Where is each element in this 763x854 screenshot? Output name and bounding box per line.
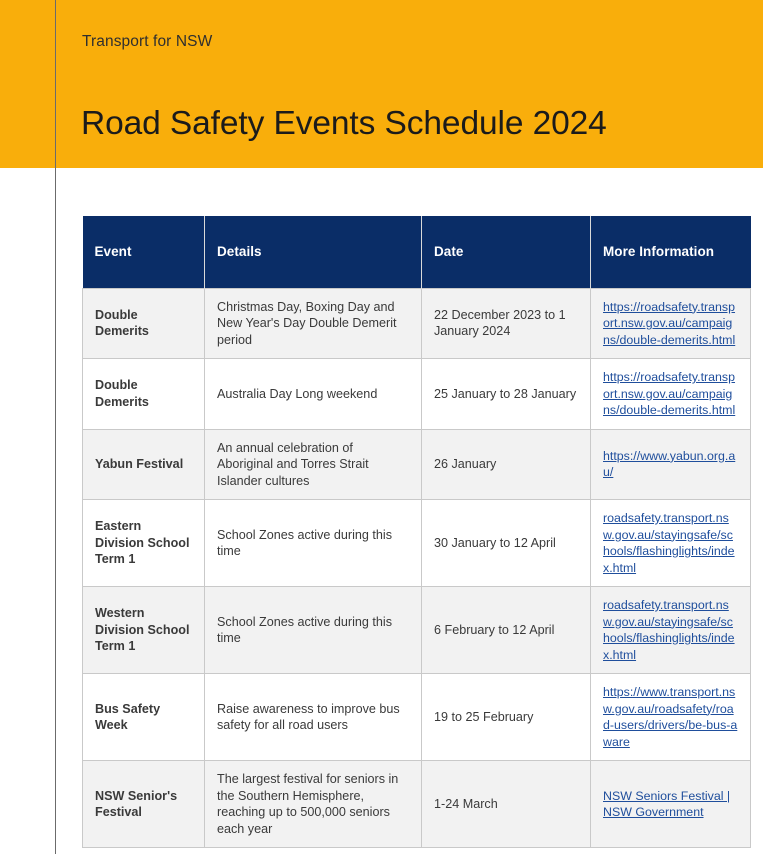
cell-date: 26 January — [422, 429, 591, 500]
cell-date: 19 to 25 February — [422, 674, 591, 761]
more-info-link[interactable]: https://www.yabun.org.au/ — [603, 448, 736, 480]
page-title: Road Safety Events Schedule 2024 — [81, 105, 607, 143]
vertical-accent-rule — [55, 0, 56, 854]
table-body — [83, 288, 751, 848]
cell-info — [591, 288, 751, 359]
cell-details: School Zones active during this time — [205, 587, 422, 674]
table-row — [83, 429, 751, 500]
column-header-date[interactable]: Date — [422, 216, 591, 288]
more-info-link[interactable]: https://www.transport.nsw.gov.au/roadsafety/road-users/drivers/be-bus-aware — [603, 685, 738, 749]
column-header-event[interactable]: Event — [83, 216, 205, 288]
column-header-info[interactable]: More Information — [591, 216, 751, 288]
organisation-name: Transport for NSW — [82, 33, 213, 50]
cell-event: Double Demerits — [83, 359, 205, 430]
cell-details: School Zones active during this time — [205, 500, 422, 587]
cell-info — [591, 500, 751, 587]
cell-event: Western Division School Term 1 — [83, 587, 205, 674]
cell-info — [591, 429, 751, 500]
cell-details: An annual celebration of Aboriginal and Torres Strait Islander cultures — [205, 429, 422, 500]
more-info-link[interactable]: https://roadsafety.transport.nsw.gov.au/campaigns/double-demerits.html — [603, 299, 736, 347]
schedule-table-container — [82, 216, 750, 848]
cell-event: NSW Senior's Festival — [83, 761, 205, 848]
table-row — [83, 359, 751, 430]
cell-event: Double Demerits — [83, 288, 205, 359]
cell-details: Australia Day Long weekend — [205, 359, 422, 430]
table-header — [83, 216, 751, 288]
more-info-link[interactable]: roadsafety.transport.nsw.gov.au/stayingsafe/schools/flashinglights/index.html — [603, 511, 735, 575]
column-header-details[interactable]: Details — [205, 216, 422, 288]
cell-info — [591, 674, 751, 761]
table-row — [83, 500, 751, 587]
cell-info — [591, 761, 751, 848]
cell-date: 1-24 March — [422, 761, 591, 848]
table-row — [83, 674, 751, 761]
cell-info — [591, 587, 751, 674]
table-header-row — [83, 216, 751, 288]
cell-details: The largest festival for seniors in the Southern Hemisphere, reaching up to 500,000 seniors each year — [205, 761, 422, 848]
cell-details: Raise awareness to improve bus safety for all road users — [205, 674, 422, 761]
table-row — [83, 288, 751, 359]
table-row — [83, 761, 751, 848]
cell-details: Christmas Day, Boxing Day and New Year's Day Double Demerit period — [205, 288, 422, 359]
cell-event: Yabun Festival — [83, 429, 205, 500]
cell-date: 30 January to 12 April — [422, 500, 591, 587]
cell-event: Bus Safety Week — [83, 674, 205, 761]
cell-date: 25 January to 28 January — [422, 359, 591, 430]
cell-event: Eastern Division School Term 1 — [83, 500, 205, 587]
more-info-link[interactable]: roadsafety.transport.nsw.gov.au/stayingsafe/schools/flashinglights/index.html — [603, 598, 735, 662]
page-banner — [0, 0, 763, 168]
cell-date: 6 February to 12 April — [422, 587, 591, 674]
table-row — [83, 587, 751, 674]
more-info-link[interactable]: NSW Seniors Festival | NSW Government — [603, 788, 731, 819]
cell-info — [591, 359, 751, 430]
more-info-link[interactable]: https://roadsafety.transport.nsw.gov.au/campaigns/double-demerits.html — [603, 370, 736, 417]
events-schedule-table — [82, 216, 751, 848]
cell-date: 22 December 2023 to 1 January 2024 — [422, 288, 591, 359]
